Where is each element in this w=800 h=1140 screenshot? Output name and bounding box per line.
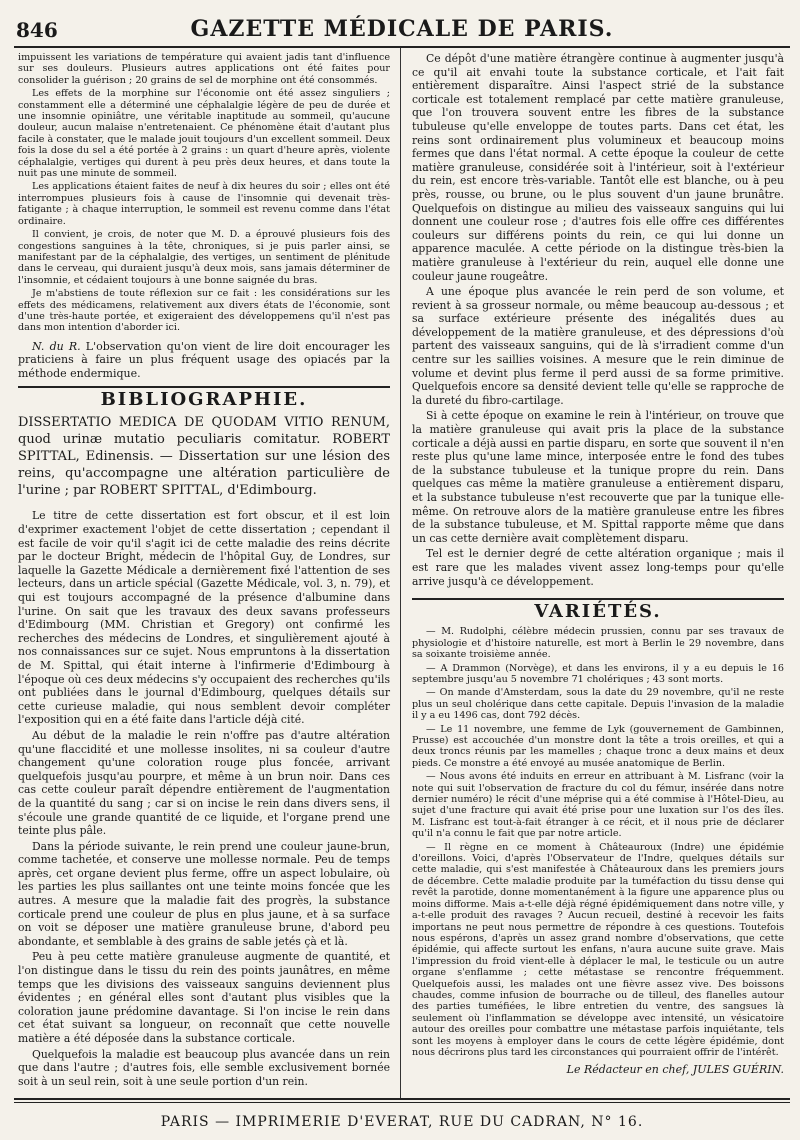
imprint-footer: PARIS — IMPRIMERIE D'EVERAT, RUE DU CADRAN, N° 16. [160, 1114, 644, 1130]
footer-rule [14, 1098, 790, 1100]
paragraph: Tel est le dernier degré de cette altération organique ; mais il est rare que les malades vivent assez long-temps pour qu'elle arrive jusqu'à ce développement. [412, 547, 784, 588]
page-number: 846 [16, 18, 58, 42]
paragraph: Si à cette époque on examine le rein à l'intérieur, on trouve que la matière granuleuse qui avait pris la place de la substance corticale a déjà aussi en partie disparu, en sorte que souvent il n'en reste plus qu'une lame mince, interposée entre le fond des tubes de la substance tubuleuse et la tunique propre du rein. Dans quelques cas même la matière granuleuse a entièrement disparu, et la substance tubuleuse n'est recouverte que par la tunique elle-même. On retrouve alors de la matière granuleuse entre les fibres de la substance tubuleuse, et M. Spittal rapporte même que dans un cas cette dernière avait complètement disparu. [412, 409, 784, 545]
right-column [412, 52, 784, 1077]
masthead-title: GAZETTE MÉDICALE DE PARIS. [190, 16, 614, 42]
footer-rule-thin [14, 1102, 790, 1103]
news-item: — Il règne en ce moment à Châteauroux (Indre) une épidémie d'oreillons. Voici, d'après l'Observateur de l'Indre, quelques détails sur cette maladie, qui s'est manifestée à Châteauroux dans les premiers jours de décembre. Cette maladie produite par la tuméfaction du tissu dense qui revêt la parotide, donne momentanément à la figure une apparence plus ou moins difforme. Mais a-t-elle déjà régné épidémiquement dans notre ville, y a-t-elle produit des ravages ? Aucun recueil, destiné à recevoir les faits importans ne peut nous permettre de répondre à ces questions. Toutefois nous espérons, d'après un assez grand nombre d'observations, que cette épidémie, qui affecte surtout les enfans, n'aura aucune suite grave. Mais l'impression du froid vient-elle à déplacer le mal, le testicule ou un autre organe s'enflamme ; cette métastase se rencontre fréquemment. Quelquefois aussi, les malades ont une fièvre assez vive. Des boissons chaudes, comme infusion de bourrache ou de tilleul, des flanelles autour des parties tuméfiées, le libre entretien du ventre, des sangsues là seulement où l'inflammation se développe avec intensité, un vésicatoire autour des oreilles pour combattre une métastase parfois inquiétante, tels sont les moyens à employer dans le cours de cette légère épidémie, dont nous décrirons plus tard les circonstances qui pourraient offrir de l'intérêt. [412, 841, 784, 1058]
news-item: — On mande d'Amsterdam, sous la date du 29 novembre, qu'il ne reste plus un seul cholérique dans cette capitale. Depuis l'invasion de la maladie il y a eu 1496 cas, dont 792 décès. [412, 687, 784, 722]
paragraph: Les applications étaient faites de neuf à dix heures du soir ; elles ont été interrompues plusieurs fois à cause de l'insomnie qui devenait très-fatigante ; à chaque interruption, le sommeil est revenu comme dans l'état ordinaire. [18, 181, 390, 227]
paragraph: Le titre de cette dissertation est fort obscur, et il est loin d'exprimer exactement l'objet de cette dissertation ; cependant il est facile de voir qu'il s'agit ici de cette maladie des reins décrite par le docteur Bright, médecin de l'hôpital Guy, de Londres, sur laquelle la Gazette Médicale a dernièrement fixé l'attention de ses lecteurs, dans un article spécial (Gazette Médicale, vol. 3, n. 79), et qui est toujours accompagné de la présence d'albumine dans l'urine. On sait que les travaux des deux savans professeurs d'Edimbourg (MM. Christian et Gregory) ont confirmé les recherches des médecins de Londres, et singulièrement ajouté à nos connaissances sur ce sujet. Nous empruntons à la dissertation de M. Spittal, qui était interne à l'infirmerie d'Edimbourg à l'époque où ces deux médecins s'y occupaient des recherches qu'ils ont publiées dans le journal d'Edimbourg, quelques détails sur cette curieuse maladie, qui nous semblent devoir compléter l'exposition qui en a été faite dans l'article déjà cité. [18, 509, 390, 727]
bibliography-continued [412, 52, 784, 588]
bibliography-body [18, 509, 390, 1088]
editor-note-label: N. du R. [32, 339, 81, 353]
paragraph: Au début de la maladie le rein n'offre pas d'autre altération qu'une flaccidité et une mollesse insolites, ni sa couleur d'autre changement qu'une coloration rouge plus foncée, arrivant quelquefois jusqu'au pourpre, et même à un brun noir. Dans ces cas cette couleur paraît dépendre entièrement de l'augmentation de la quantité du sang ; car si on incise le rein dans divers sens, il s'écoule une grande quantité de ce liquide, et l'organe prend une teinte plus pâle. [18, 728, 390, 838]
header-rule [14, 46, 790, 48]
paragraph: Ce dépôt d'une matière étrangère continue à augmenter jusqu'à ce qu'il ait envahi toute la substance corticale, et l'ait fait entièrement disparaître. Ainsi l'aspect strié de la substance corticale est totalement remplacé par cette matière granuleuse, que l'on trouvera souvent entre les fibres de la substance tubuleuse qu'elle enveloppe de toutes parts. Dans cet état, les reins sont ordinairement plus volumineux et beaucoup moins fermes que dans l'état normal. A cette époque la couleur de cette matière granuleuse, considérée soit à l'intérieur, soit à l'extérieur du rein, est encore très-variable. Tantôt elle est blanche, ou à peu près, rousse, ou brune, ou le plus souvent d'un jaune brunâtre. Quelquefois on distingue au milieu des vaisseaux sanguins qui lui donnent une couleur rose ; d'autres fois elle offre ces différentes couleurs sur différens points du rein, ce qui lui donne un apparence maculée. A cette période on la distingue très-bien la matière granuleuse à l'extérieur du rein, auquel elle donne une couleur jaune rougeâtre. [412, 52, 784, 283]
left-column [18, 52, 390, 1090]
editor-note [18, 340, 390, 381]
editor-signature: Le Rédacteur en chef, JULES GUÉRIN. [566, 1063, 784, 1077]
paragraph: Quelquefois la maladie est beaucoup plus avancée dans un rein que dans l'autre ; d'autres fois, elle semble exclusivement bornée soit à un seul rein, soit à une seule portion d'un rein. [18, 1047, 390, 1088]
paragraph: Les effets de la morphine sur l'économie ont été assez singuliers ; constamment elle a déterminé une céphalalgie légère de peu de durée et une insomnie opiniâtre, une véritable inaptitude au sommeil, qu'aucune douleur, aucun malaise n'entretenaient. Ce phénomène était d'autant plus facile à constater, que le malade jouit toujours d'un excellent sommeil. Deux fois la dose du sel a été portée à 2 grains : un quart d'heure après, violente céphalalgie, vertiges qui durent à peu près deux heures, et dans toute la nuit pas une minute de sommeil. [18, 88, 390, 180]
news-item: — M. Rudolphi, célèbre médecin prussien, connu par ses travaux de physiologie et d'histoire naturelle, est mort à Berlin le 29 novembre, dans sa soixante troisième année. [412, 626, 784, 661]
news-item: — A Drammon (Norvège), et dans les environs, il y a eu depuis le 16 septembre jusqu'au 5 novembre 71 cholériques ; 43 sont morts. [412, 662, 784, 685]
page-header [14, 14, 790, 42]
paragraph: Il convient, je crois, de noter que M. D. a éprouvé plusieurs fois des congestions sanguines à la tête, chroniques, si je puis parler ainsi, se manifestant par de la céphalalgie, des vertiges, un sentiment de plénitude dans le cerveau, qui duraient jusqu'à deux mois, sans jamais déterminer de l'insomnie, et cédaient toujours à une bonne saignée du bras. [18, 229, 390, 286]
bibliography-title: DISSERTATIO MEDICA DE QUODAM VITIO RENUM, quod urinæ mutatio peculiaris comitatur. ROBERT SPITTAL, Edinensis. — Dissertation sur une lésion des reins, qu'accompagne une altération particulière de l'urine ; par ROBERT SPITTAL, d'Edimbourg. [18, 415, 390, 499]
paragraph: A une époque plus avancée le rein perd de son volume, et revient à sa grosseur normale, ou même beaucoup au-dessous ; et sa surface extérieure présente des inégalités dues au développement de la matière granuleuse, et des dépressions d'où partent des vaisseaux sanguins, qui de là s'irradient comme d'un centre sur les saillies voisines. A mesure que le rein diminue de volume et devint plus ferme il perd aussi de sa forme primitive. Quelquefois encore sa densité devient telle qu'elle se rapproche de la dureté du fibro-cartilage. [412, 285, 784, 407]
section-rule [18, 386, 390, 388]
bibliographie-heading: BIBLIOGRAPHIE. [100, 389, 308, 411]
paragraph: impuissent les variations de température qui avaient jadis tant d'influence sur ses douleurs. Plusieurs autres applications ont été faites pour consolider la guérison ; 20 grains de sel de morphine ont été consommés. [18, 52, 390, 86]
varietes-body [412, 626, 784, 1058]
paragraph: Peu à peu cette matière granuleuse augmente de quantité, et l'on distingue dans le tissu du rein des points jaunâtres, en même temps que les divisions des vaisseaux sanguins deviennent plus évidentes ; en général elles sont d'autant plus visibles que la coloration jaune prédomine davantage. Si l'on incise le rein dans cet état suivant sa longueur, on reconnaît que cette nouvelle matière a été déposée dans la substance corticale. [18, 950, 390, 1046]
editor-note-text: L'observation qu'on vient de lire doit encourager les praticiens à faire un plus fréquent usage des opiacés par la méthode endermique. [18, 339, 391, 380]
section-rule [412, 598, 784, 600]
paragraph: Je m'abstiens de toute réflexion sur ce fait : les considérations sur les effets des médicamens, relativement aux divers états de l'économie, sont d'une très-haute portée, et exigeraient des développemens qu'il n'est pas dans mon intention d'aborder ici. [18, 288, 390, 334]
column-divider [400, 48, 401, 1100]
varietes-heading: VARIÉTÉS. [534, 601, 662, 623]
news-item: — Nous avons été induits en erreur en attribuant à M. Lisfranc (voir la note qui suit l'observation de fracture du col du fémur, insérée dans notre dernier numéro) le récit d'une méprise qui a été commise à l'Hôtel-Dieu, au sujet d'une fracture qui avait été prise pour une luxation sur l'os des îles. M. Lisfranc est tout-à-fait étranger à ce récit, et il nous prie de déclarer qu'il n'a connu le fait que par notre article. [412, 771, 784, 840]
observation-end [18, 52, 390, 334]
news-item: — Le 11 novembre, une femme de Lyk (gouvernement de Gambinnen, Prusse) est accouchée d'un monstre dont la tête a trois oreilles, et qui a deux troncs réunis par les mamelles ; chaque tronc a deux mains et deux pieds. Ce monstre a été envoyé au musée anatomique de Berlin. [412, 723, 784, 769]
paragraph: Dans la période suivante, le rein prend une couleur jaune-brun, comme tachetée, et conserve une mollesse normale. Peu de temps après, cet organe devient plus ferme, offre un aspect lobulaire, où les parties les plus saillantes ont une teinte moins foncée que les autres. A mesure que la maladie fait des progrès, la substance corticale prend une couleur de plus en plus jaune, et à sa surface on voit se déposer une matière granuleuse brune, d'abord peu abondante, et semblable à des grains de sable jetés çà et là. [18, 839, 390, 948]
